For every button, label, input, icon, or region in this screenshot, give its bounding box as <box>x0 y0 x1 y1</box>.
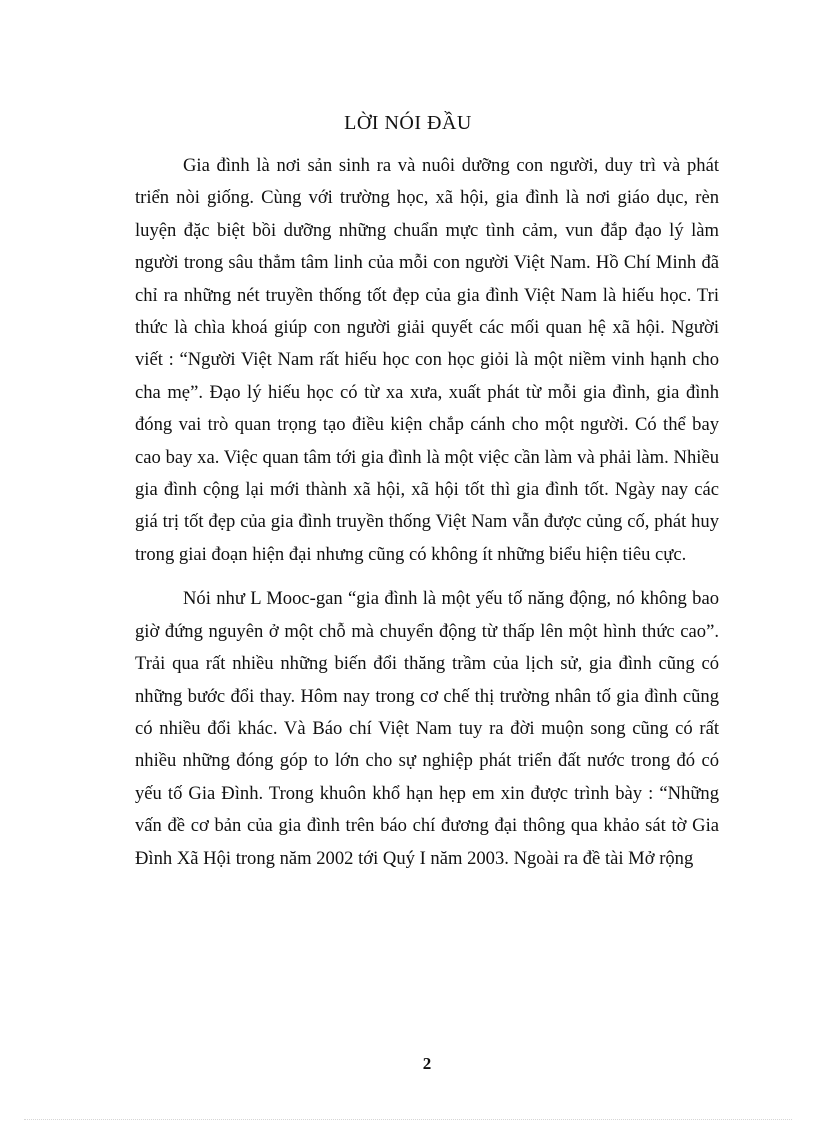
page-number: 2 <box>422 1054 432 1073</box>
page-bottom-divider <box>24 1119 792 1120</box>
paragraph-2: Nói như L Mooc-gan “gia đình là một yếu tố năng động, nó không bao giờ đứng nguyên ở một chỗ mà chuyển động từ thấp lên một hình thức cao”. Trải qua rất nhiều những biến đổi thăng trầm của lịch sử, gia đình cũng có những bước đổi thay. Hôm nay trong cơ chế thị trường nhân tố gia đình cũng có nhiều đổi khác. Và Báo chí Việt Nam tuy ra đời muộn song cũng có rất nhiều những đóng góp to lớn cho sự nghiệp phát triển đất nước trong đó có yếu tố Gia Đình. Trong khuôn khổ hạn hẹp em xin được trình bày : “Những vấn đề cơ bản của gia đình trên báo chí đương đại thông qua khảo sát tờ Gia Đình Xã Hội trong năm 2002 tới Quý I năm 2003. Ngoài ra đề tài Mở rộng <box>135 588 719 869</box>
paragraph-1: Gia đình là nơi sản sinh ra và nuôi dưỡng con người, duy trì và phát triển nòi giống. Cùng với trường học, xã hội, gia đình là nơi giáo dục, rèn luyện đặc biệt bồi dưỡng những chuẩn mực tình cảm, vun đắp đạo lý làm người trong sâu thẳm tâm linh của mỗi con người Việt Nam. Hồ Chí Minh đã chỉ ra những nét truyền thống tốt đẹp của gia đình Việt Nam là hiếu học. Tri thức là chìa khoá giúp con người giải quyết các mối quan hệ xã hội. Người viết : “Người Việt Nam rất hiếu học con học giỏi là một niềm vinh hạnh cho cha mẹ”. Đạo lý hiếu học có từ xa xưa, xuất phát từ mỗi gia đình, gia đình đóng vai trò quan trọng tạo điều kiện chắp cánh cho một người. Có thể bay cao bay xa. Việc quan tâm tới gia đình là một việc cần làm và phải làm. Nhiều gia đình cộng lại mới thành xã hội, xã hội tốt thì gia đình tốt. Ngày nay các giá trị tốt đẹp của gia đình truyền thống Việt Nam vẫn được củng cố, phát huy trong giai đoạn hiện đại nhưng cũng có không ít những biểu hiện tiêu cực. <box>135 155 719 565</box>
body-text <box>135 150 719 875</box>
page-title: LỜI NÓI ĐẦU <box>344 112 472 134</box>
